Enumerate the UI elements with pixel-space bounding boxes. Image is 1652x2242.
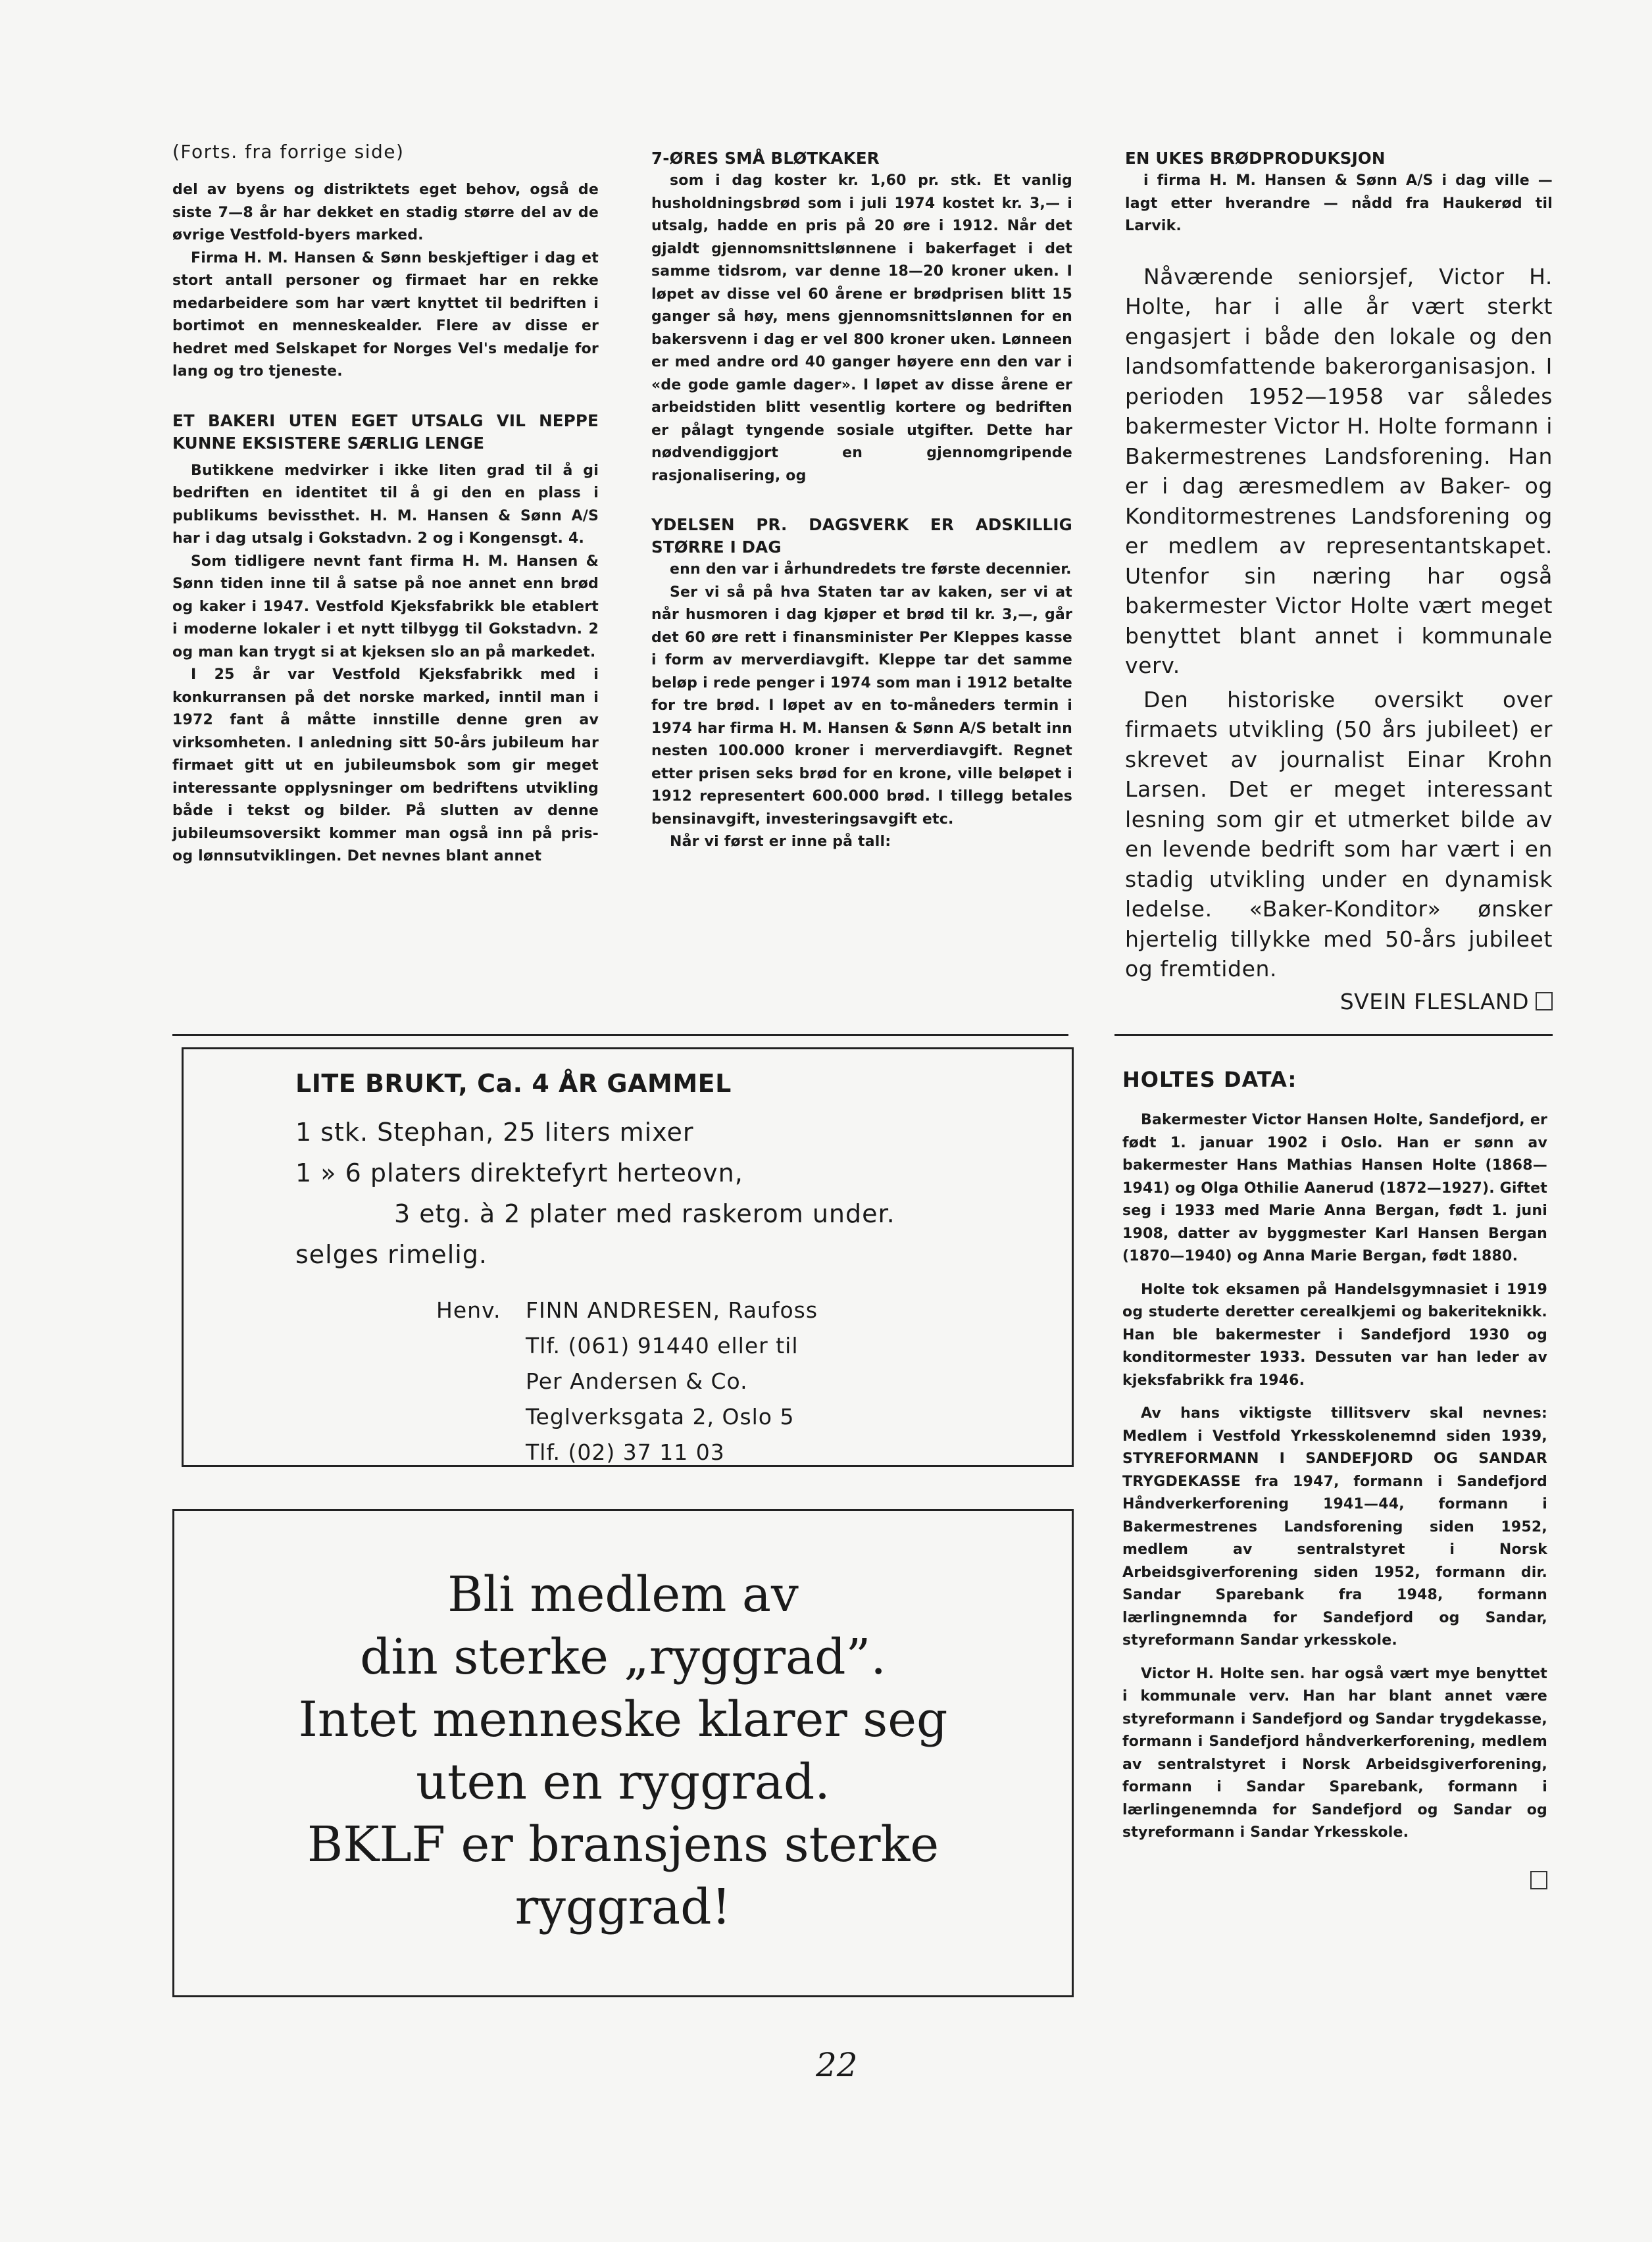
bklf-line: uten en ryggrad. <box>416 1754 830 1810</box>
bklf-line: ryggrad! <box>514 1879 732 1935</box>
column-3-large-text <box>1125 262 1553 1017</box>
section-heading: ET BAKERI UTEN EGET UTSALG VIL NEPPE KUNNE EKSISTERE SÆRLIG LENGE <box>172 411 599 453</box>
bklf-text <box>174 1564 1072 1939</box>
column-2-text <box>651 147 1072 854</box>
section-heading: YDELSEN PR. DAGSVERK ER ADSKILLIG STØRRE I DAG <box>651 515 1072 557</box>
paragraph: Victor H. Holte sen. har også vært mye benyttet i kommunale verv. Han har blant annet være styreformann i Sandefjord og Sandar trygdekasse, formann i Sandefjord håndverkerforening, medlem av sentralstyret i Norsk Arbeidsgiverforening, formann i Sandar Sparebank, formann i lærlingenemnda for Sandefjord og Sandar og styreformann i Sandar Yrkesskole. <box>1122 1665 1547 1841</box>
holtes-data-text <box>1122 1109 1547 1845</box>
section-heading: EN UKES BRØDPRODUKSJON <box>1125 149 1386 168</box>
column-2 <box>651 147 1072 854</box>
bklf-ad <box>172 1509 1074 1997</box>
contact-line: Teglverksgata 2, Oslo 5 <box>526 1404 795 1430</box>
divider <box>1114 1034 1553 1036</box>
paragraph: del av byens og distriktets eget behov, også de siste 7—8 år har dekket en stadig større del av de øvrige Vestfold-byers marked. <box>172 182 599 243</box>
bklf-line: din sterke „ryggrad”. <box>360 1629 886 1685</box>
paragraph: Bakermester Victor Hansen Holte, Sandefjord, er født 1. januar 1902 i Oslo. Han er sønn av bakermester Hans Mathias Hansen Holte (1868—1941) og Olga Othilie Aanerud (1872—1927). Giftet seg i 1933 med Marie Anna Bergan, født 1. juni 1908, datter av byggmester Karl Hansen Bergan (1870—1940) og Anna Marie Bergan, født 1880. <box>1122 1112 1547 1264</box>
paragraph: Holte tok eksamen på Handelsgymnasiet i 1919 og studerte deretter cerealkjemi og bakeriteknikk. Han ble bakermester i Sandefjord 1930 og konditormester 1933. Dessuten var han leder av kjeksfabrikk fra 1946. <box>1122 1281 1547 1389</box>
paragraph: som i dag koster kr. 1,60 pr. stk. Et vanlig husholdningsbrød som i juli 1974 kostet kr. 3,— i utsalg, hadde en pris på 20 øre i 1912. Når det gjaldt gjennomsnittslønnene i bakerfaget i det samme tidsrom, var denne 18—20 kroner uken. I løpet av disse vel 60 årene er brødprisen blitt 15 ganger så høy, mens gjennomsnittslønnen for en bakersvenn i dag er vel 800 kroner uken. Lønneen er med andre ord 40 ganger høyere enn den var i «de gode gamle dager». I løpet av disse årene er arbeidstiden blitt vesentlig kortere og bedriften er pålagt tyngende sosiale utgifter. Dette har nødvendiggjort en gjennomgripende rasjonalisering, og <box>651 172 1072 484</box>
page-number: 22 <box>816 2046 858 2084</box>
ad-line: 1 stk. Stephan, 25 liters mixer <box>295 1118 694 1147</box>
ad-line: 1 » 6 platers direktefyrt herteovn, <box>295 1158 743 1187</box>
contact-line: Per Andersen & Co. <box>526 1368 748 1394</box>
bklf-line: Intet menneske klarer seg <box>298 1691 948 1748</box>
paragraph: Nåværende seniorsjef, Victor H. Holte, har i alle år vært sterkt engasjert i både den lokale og den landsomfattende bakerorganisasjon. I perioden 1952—1958 var således bakermester Victor H. Holte formann i Bakermestrenes Landsforening. Han er i dag æresmedlem av Baker- og Konditormestrenes Landsforening og er medlem av representantskapet. Utenfor sin næring har også bakermester Victor Holte vært meget benyttet blant annet i kommunale verv. <box>1125 263 1553 678</box>
ad-henv-label: Henv. <box>436 1297 501 1323</box>
end-mark <box>1122 1871 1547 1891</box>
section-heading: 7-ØRES SMÅ BLØTKAKER <box>651 149 880 168</box>
signature: SVEIN FLESLAND <box>1339 988 1529 1014</box>
section-heading: HOLTES DATA: <box>1122 1067 1297 1092</box>
end-mark-icon <box>1536 992 1553 1010</box>
divider <box>172 1034 1068 1036</box>
paragraph: Når vi først er inne på tall: <box>670 834 891 850</box>
bklf-line: BKLF er bransjens sterke <box>307 1816 939 1873</box>
column-3-small-text <box>1125 147 1553 238</box>
paragraph: Butikkene medvirker i ikke liten grad til å gi bedriften en identitet til å gi den en plass i publikums bevissthet. H. M. Hansen & Sønn A/S har i dag utsalg i Gokstadvn. 2 og i Kongensgt. 4. <box>172 462 599 547</box>
paragraph: Den historiske oversikt over firmaets utvikling (50 års jubileet) er skrevet av journalist Einar Krohn Larsen. Det er meget interessant lesning som gir et utmerket bilde av en levende bedrift som har vært i en stadig utvikling under en dynamisk ledelse. «Baker-Konditor» ønsker hjertelig tillykke med 50-års jubileet og fremtiden. <box>1125 686 1553 982</box>
paragraph: Firma H. M. Hansen & Sønn beskjeftiger i dag et stort antall personer og firmaet har en rekke medarbeidere som har vært knyttet til bedriften i bortimot en menneskealder. Flere av disse er hedret med Selskapet for Norges Vel's medalje for lang og tro tjeneste. <box>172 249 599 380</box>
ad-line: selges rimelig. <box>295 1240 488 1269</box>
bklf-line: Bli medlem av <box>447 1566 799 1623</box>
ad-title: LITE BRUKT, Ca. 4 ÅR GAMMEL <box>295 1069 732 1098</box>
column-1-text <box>172 179 599 868</box>
paragraph: enn den var i århundredets tre første decennier. <box>670 561 1072 578</box>
contact-line: Tlf. (02) 37 11 03 <box>526 1439 725 1465</box>
paragraph: Av hans viktigste tillitsverv skal nevnes: Medlem i Vestfold Yrkesskolenemnd siden 1939, STYREFORMANN I SANDEFJORD OG SANDAR TRYGDEKASSE fra 1947, formann i Sandefjord Håndverkerforening 1941—44, formann i Bakermestrenes Landsforening siden 1952, medlem av sentralstyret i Norsk Arbeidsgiverforening siden 1952, formann dir. Sandar Sparebank fra 1948, formann lærlingnemnda for Sandefjord og Sandar, styreformann Sandar yrkesskole. <box>1122 1405 1547 1649</box>
paragraph: Ser vi så på hva Staten tar av kaken, ser vi at når husmoren i dag kjøper et brød til kr. 3,—, går det 60 øre rett i finansminister Per Kleppes kasse i form av merverdiavgift. Kleppe tar det samme beløp i rede penger i 1974 som man i 1912 betalte for tre brød. I løpet av en to-måneders termin i 1974 har firma H. M. Hansen & Sønn A/S betalt inn nesten 100.000 kroner i merverdiavgift. Regnet etter prisen seks brød for en krone, ville beløpet i 1912 representert 600.000 brød. I tillegg betales bensinavgift, investeringsavgift etc. <box>651 584 1072 828</box>
paragraph: i firma H. M. Hansen & Sønn A/S i dag ville — lagt etter hverandre — nådd fra Haukerød til Larvik. <box>1125 172 1553 234</box>
contact-line: FINN ANDRESEN, Raufoss <box>526 1297 818 1323</box>
paragraph: Som tidligere nevnt fant firma H. M. Hansen & Sønn tiden inne til å satse på noe annet enn brød og kaker i 1947. Vestfold Kjeksfabrikk ble etablert i moderne lokaler i et nytt tilbygg til Gokstadvn. 2 og man kan trygt si at kjeksen slo an på markedet. <box>172 553 599 660</box>
holtes-data <box>1122 1067 1547 1891</box>
end-mark-icon <box>1530 1871 1547 1889</box>
contact-line: Tlf. (061) 91440 eller til <box>526 1333 799 1358</box>
signature-line <box>1125 987 1553 1017</box>
paragraph: I 25 år var Vestfold Kjeksfabrikk med i konkurransen på det norske marked, inntil man i 1972 fant å måtte innstille denne gren av virksomheten. I anledning sitt 50-års jubileum har firmaet gitt ut en jubileumsbok som gir meget interessante opplysninger om bedriftens utvikling både i tekst og bilder. På slutten av denne jubileumsoversikt kommer man også inn på pris- og lønnsutviklingen. Det nevnes blant annet <box>172 666 599 864</box>
column-1 <box>172 139 599 868</box>
ad-contact <box>526 1293 818 1470</box>
classified-ad <box>182 1047 1074 1467</box>
ad-line: 3 etg. à 2 plater med raskerom under. <box>394 1199 895 1228</box>
continued-note: (Forts. fra forrige side) <box>172 141 405 162</box>
column-3 <box>1125 147 1553 1016</box>
